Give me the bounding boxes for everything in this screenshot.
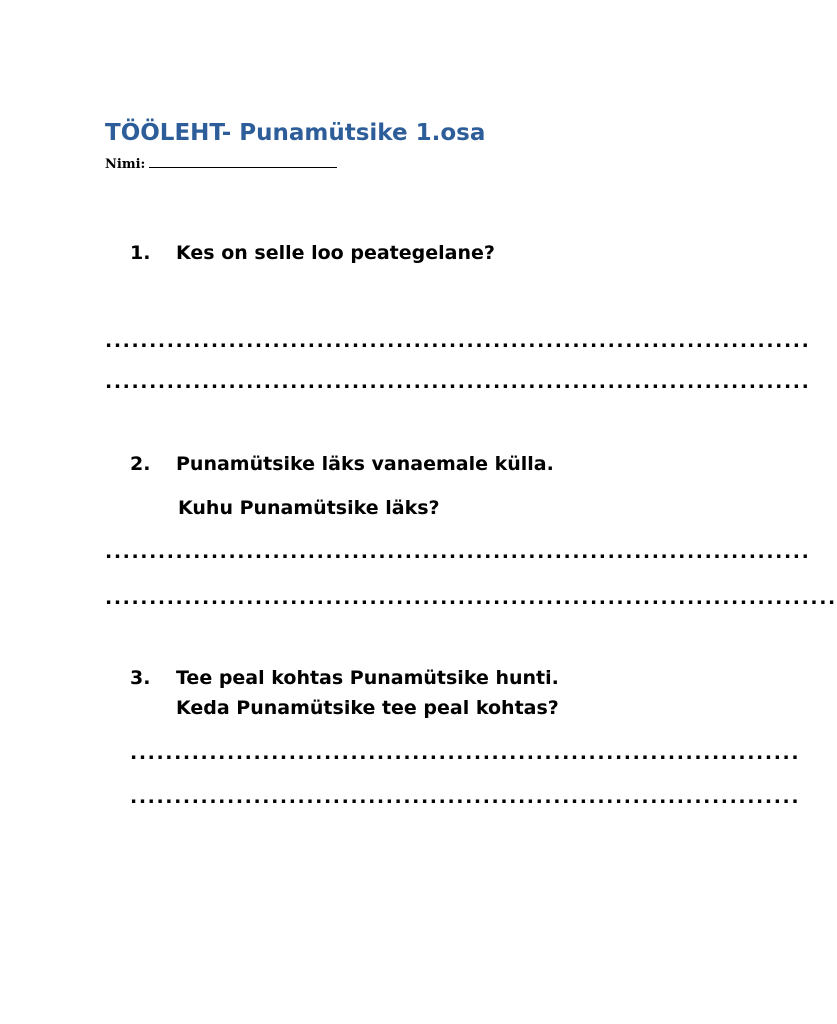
worksheet-title: TÖÖLEHT- Punamütsike 1.osa — [105, 120, 486, 146]
question-1 — [130, 240, 495, 266]
question-2 — [130, 451, 554, 477]
name-label: Nimi: — [105, 157, 146, 172]
name-field-row — [105, 153, 337, 174]
question-1-text: Kes on selle loo peategelane? — [176, 242, 495, 264]
question-3 — [130, 665, 559, 691]
answer-line-1a[interactable]: ................................................................................ — [105, 330, 811, 352]
question-2-subquestion: Kuhu Punamütsike läks? — [178, 497, 440, 519]
answer-line-2b[interactable]: ................................................................................... — [105, 587, 837, 609]
question-3-number: 3. — [130, 667, 151, 689]
answer-line-3b[interactable]: ............................................................................ — [130, 786, 801, 808]
question-1-number: 1. — [130, 242, 151, 264]
answer-line-3a[interactable]: ............................................................................ — [130, 742, 801, 764]
name-input-line[interactable] — [149, 153, 337, 168]
question-3-subquestion: Keda Punamütsike tee peal kohtas? — [176, 697, 559, 719]
question-2-number: 2. — [130, 453, 151, 475]
question-2-text: Punamütsike läks vanaemale külla. — [176, 453, 554, 475]
question-3-text: Tee peal kohtas Punamütsike hunti. — [176, 667, 559, 689]
answer-line-1b[interactable]: ................................................................................ — [105, 371, 811, 393]
answer-line-2a[interactable]: ................................................................................ — [105, 541, 811, 563]
